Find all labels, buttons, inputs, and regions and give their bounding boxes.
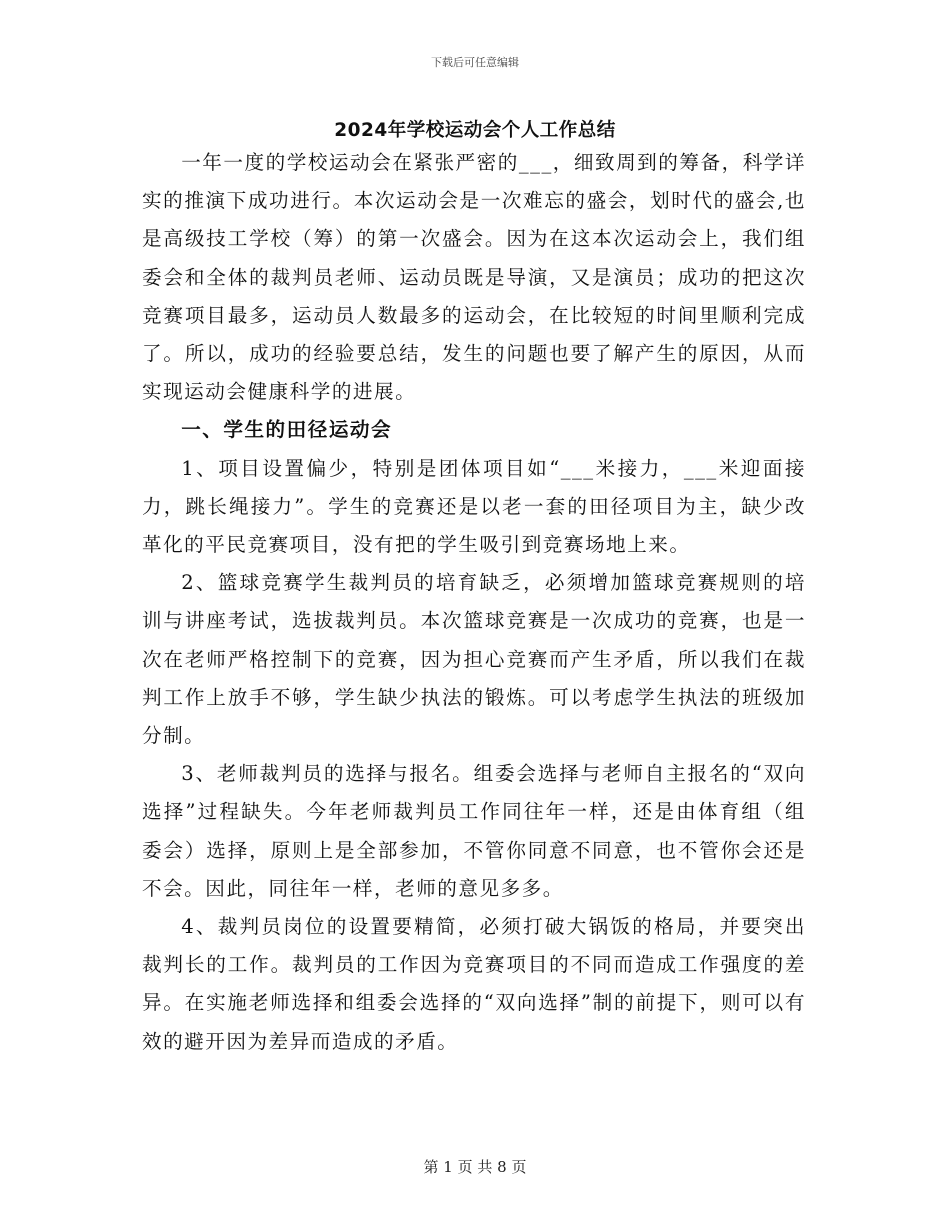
intro-paragraph: 一年一度的学校运动会在紧张严密的___，细致周到的筹备，科学详实的推演下成功进行。本次运动会是一次难忘的盛会，划时代的盛会,也是高级技工学校（筹）的第一次盛会。因为在这本次运动会上，我们组委会和全体的裁判员老师、运动员既是导演，又是演员；成功的把这次竞赛项目最多，运动员人数最多的运动会，在比较短的时间里顺利完成了。所以，成功的经验要总结，发生的问题也要了解产生的原因，从而实现运动会健康科学的进展。 xyxy=(142,151,806,404)
header-note: 下载后可任意编辑 xyxy=(431,56,519,69)
page-footer: 第 1 页 共 8 页 xyxy=(423,1158,527,1176)
document-body xyxy=(142,144,806,1061)
document-title: 2024年学校运动会个人工作总结 xyxy=(334,120,616,141)
list-item-4: 4、裁判员岗位的设置要精简，必须打破大锅饭的格局，并要突出裁判长的工作。裁判员的工作因为竞赛项目的不同而造成工作强度的差异。在实施老师选择和组委会选择的“双向选择”制的前提下，则可以有效的避开因为差异而造成的矛盾。 xyxy=(142,915,806,1053)
list-item-1: 1、项目设置偏少，特别是团体项目如“___米接力，___米迎面接力，跳长绳接力”。学生的竞赛还是以老一套的田径项目为主，缺少改革化的平民竞赛项目，没有把的学生吸引到竞赛场地上来。 xyxy=(142,456,806,557)
list-item-3: 3、老师裁判员的选择与报名。组委会选择与老师自主报名的“双向选择”过程缺失。今年老师裁判员工作同往年一样，还是由体育组（组委会）选择，原则上是全部参加，不管你同意不同意，也不管你会还是不会。因此，同往年一样，老师的意见多多。 xyxy=(142,762,806,900)
list-item-2: 2、篮球竞赛学生裁判员的培育缺乏，必须增加篮球竞赛规则的培训与讲座考试，选拔裁判员。本次篮球竞赛是一次成功的竞赛，也是一次在老师严格控制下的竞赛，因为担心竞赛而产生矛盾，所以我们在裁判工作上放手不够，学生缺少执法的锻炼。可以考虑学生执法的班级加分制。 xyxy=(142,571,806,748)
section-heading: 一、学生的田径运动会 xyxy=(181,418,393,442)
